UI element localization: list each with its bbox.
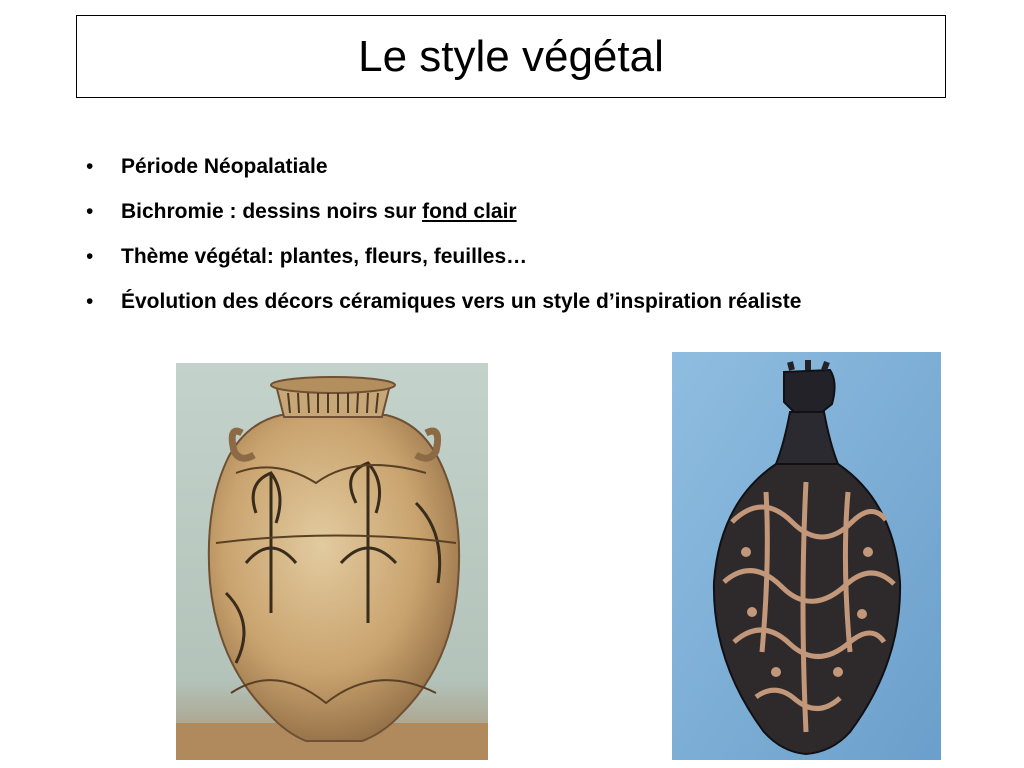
bullet-glyph: • [86,155,94,178]
bullet-text: Thème végétal: plantes, fleurs, feuilles… [121,245,528,268]
bullet-list [86,152,886,332]
bullet-glyph: • [86,200,94,223]
bullet-text: Période Néopalatiale [121,155,328,178]
left-vase-illustration [176,363,488,760]
bullet-item-periode [86,152,886,182]
bullet-item-evolution [86,287,886,317]
right-vase-illustration [672,352,941,760]
bullet-underlined-text: fond clair [422,200,517,223]
bullet-item-theme [86,242,886,272]
bullet-item-bichromie [86,197,886,227]
slide-title: Le style végétal [358,31,664,81]
left-vase-photo [176,363,488,760]
bullet-text: Bichromie : dessins noirs sur [121,200,423,223]
right-vase-photo [672,352,941,760]
slide-title-box [76,15,946,98]
bullet-text: Évolution des décors céramiques vers un style d’inspiration réaliste [121,290,802,313]
bullet-glyph: • [86,245,94,268]
bullet-glyph: • [86,290,94,313]
